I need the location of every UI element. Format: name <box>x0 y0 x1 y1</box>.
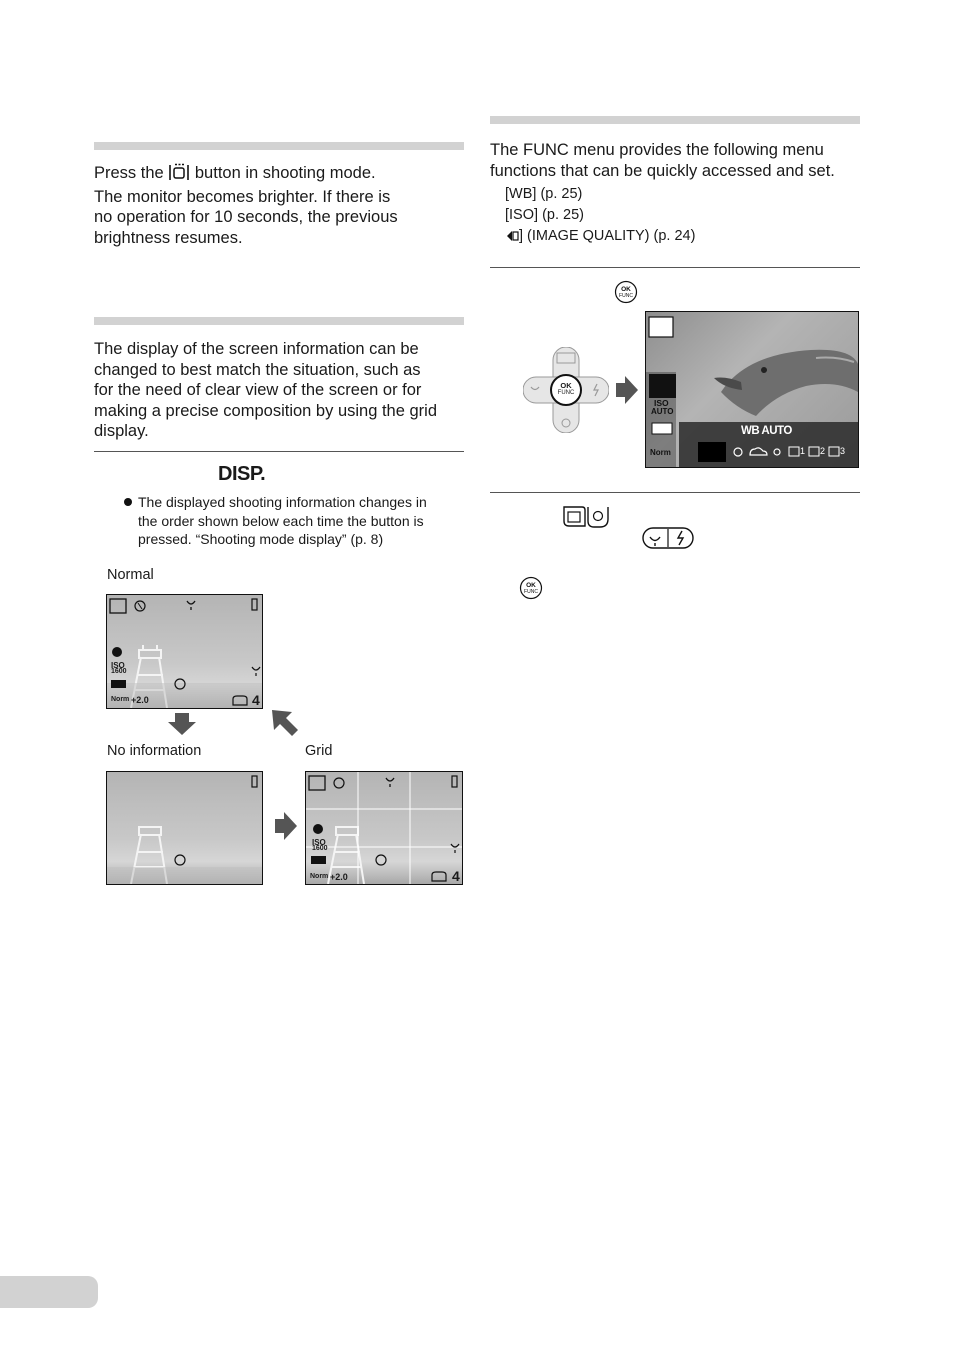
macro-flash-buttons-icon <box>642 527 694 549</box>
quality-icon <box>311 856 326 864</box>
frames-remaining: 4 <box>252 692 260 708</box>
self-timer-icon <box>175 855 185 865</box>
label-no-information: No information <box>107 743 202 759</box>
frames-remaining: 4 <box>452 868 460 884</box>
image-quality-icon <box>505 229 519 250</box>
battery-icon <box>252 776 257 787</box>
macro-icon <box>386 778 394 787</box>
brightness-line2: The monitor becomes brighter. If there is <box>94 187 391 206</box>
display-line: for the need of clear view of the screen or for <box>94 381 422 399</box>
func-item-quality-label: ] (IMAGE QUALITY) (p. 24) <box>519 227 696 244</box>
mode-box-icon <box>649 317 673 337</box>
disp-button-label: DISP. <box>218 463 266 485</box>
bullet-paragraph <box>138 493 458 549</box>
battery-icon <box>452 776 457 787</box>
self-timer-icon <box>376 855 386 865</box>
screen-no-information <box>106 771 263 885</box>
section-bar-brightness <box>94 142 464 150</box>
bullet-dot <box>124 498 132 506</box>
bullet-line: the order shown below each time the button is <box>138 512 424 529</box>
screen-func-menu <box>645 311 859 468</box>
svg-text:OK: OK <box>621 286 631 293</box>
quality-icon <box>652 423 672 434</box>
dolphin-illustration <box>714 350 858 416</box>
func-item-list <box>505 184 860 249</box>
arrow-right-icon <box>616 376 638 404</box>
iso-label: ISO <box>312 838 326 847</box>
bullet-line: The displayed shooting information changes in <box>138 494 427 510</box>
display-line: changed to best match the situation, such as <box>94 360 421 379</box>
control-dpad[interactable] <box>523 347 609 433</box>
arrow-right-icon <box>275 812 297 840</box>
label-grid: Grid <box>305 743 333 759</box>
section-bar-display <box>94 317 464 325</box>
iso-value: 1600 <box>312 845 328 852</box>
wb-option-2: 2 <box>820 446 826 456</box>
wb-option-1: 1 <box>800 446 806 456</box>
svg-text:FUNC: FUNC <box>524 589 538 595</box>
brightness-line4: brightness resumes. <box>94 228 243 247</box>
grid-lines <box>306 772 462 884</box>
battery-icon <box>252 599 257 610</box>
divider-right-2 <box>490 492 860 493</box>
func-intro-line: functions that can be quickly accessed and set. <box>490 161 835 180</box>
ev-value: +2.0 <box>330 872 348 882</box>
wb-option-3: 3 <box>840 446 846 456</box>
macro-icon <box>187 601 195 610</box>
svg-text:FUNC: FUNC <box>619 293 633 299</box>
ok-func-button-icon <box>519 576 543 600</box>
func-iso-value: AUTO <box>651 407 674 416</box>
display-line: The display of the screen information can be <box>94 340 419 358</box>
wb-auto-selected-box <box>698 442 726 462</box>
memory-icon <box>432 872 446 881</box>
func-norm-label: Norm <box>650 448 671 457</box>
func-item-wb: [WB] (p. 25) <box>505 186 583 202</box>
display-line: making a precise composition by using the grid <box>94 401 438 420</box>
wb-sun-icon <box>313 824 323 834</box>
norm-label: Norm <box>111 696 130 703</box>
mode-box-icon <box>110 599 126 613</box>
brightness-paragraph <box>94 163 464 248</box>
iso-label: ISO <box>111 661 125 670</box>
menu-wb-selected <box>649 374 676 398</box>
page-number-tab <box>0 1276 98 1308</box>
norm-label: Norm <box>310 873 329 880</box>
divider-left <box>94 451 464 452</box>
arrow-up-left-icon <box>272 710 298 736</box>
screen-normal <box>106 594 263 709</box>
svg-text:OK: OK <box>526 582 536 589</box>
quality-icon <box>111 680 126 688</box>
ok-label: OK <box>560 381 572 390</box>
arrow-down-icon <box>168 713 196 735</box>
mode-box-icon <box>309 776 325 790</box>
wb-sun-icon <box>112 647 122 657</box>
monitor-brightness-icon <box>168 163 190 187</box>
ev-value: +2.0 <box>131 695 149 705</box>
display-line: display. <box>94 422 149 440</box>
func-iso-label: ISO <box>654 398 669 408</box>
label-normal: Normal <box>107 567 154 583</box>
func-label: FUNC <box>557 390 575 396</box>
ok-func-button-icon <box>614 280 638 304</box>
divider-right-1 <box>490 267 860 268</box>
brightness-line1-a: Press the <box>94 164 169 182</box>
wb-auto-label: WB AUTO <box>741 425 792 437</box>
brightness-line1-b: button in shooting mode. <box>190 164 376 182</box>
screen-grid <box>305 771 463 885</box>
func-intro <box>490 140 860 181</box>
func-item-quality <box>505 226 860 250</box>
section-bar-func <box>490 116 860 124</box>
bullet-line: pressed. “Shooting mode display” (p. 8) <box>138 531 384 547</box>
func-intro-line: The FUNC menu provides the following menu <box>490 141 824 159</box>
flash-off-icon <box>334 778 344 788</box>
func-item-iso: [ISO] (p. 25) <box>505 206 584 223</box>
iso-value: 1600 <box>111 668 127 675</box>
exposure-selftimer-buttons-icon <box>562 504 612 530</box>
display-paragraph <box>94 339 464 442</box>
brightness-line3: no operation for 10 seconds, the previous <box>94 208 398 226</box>
